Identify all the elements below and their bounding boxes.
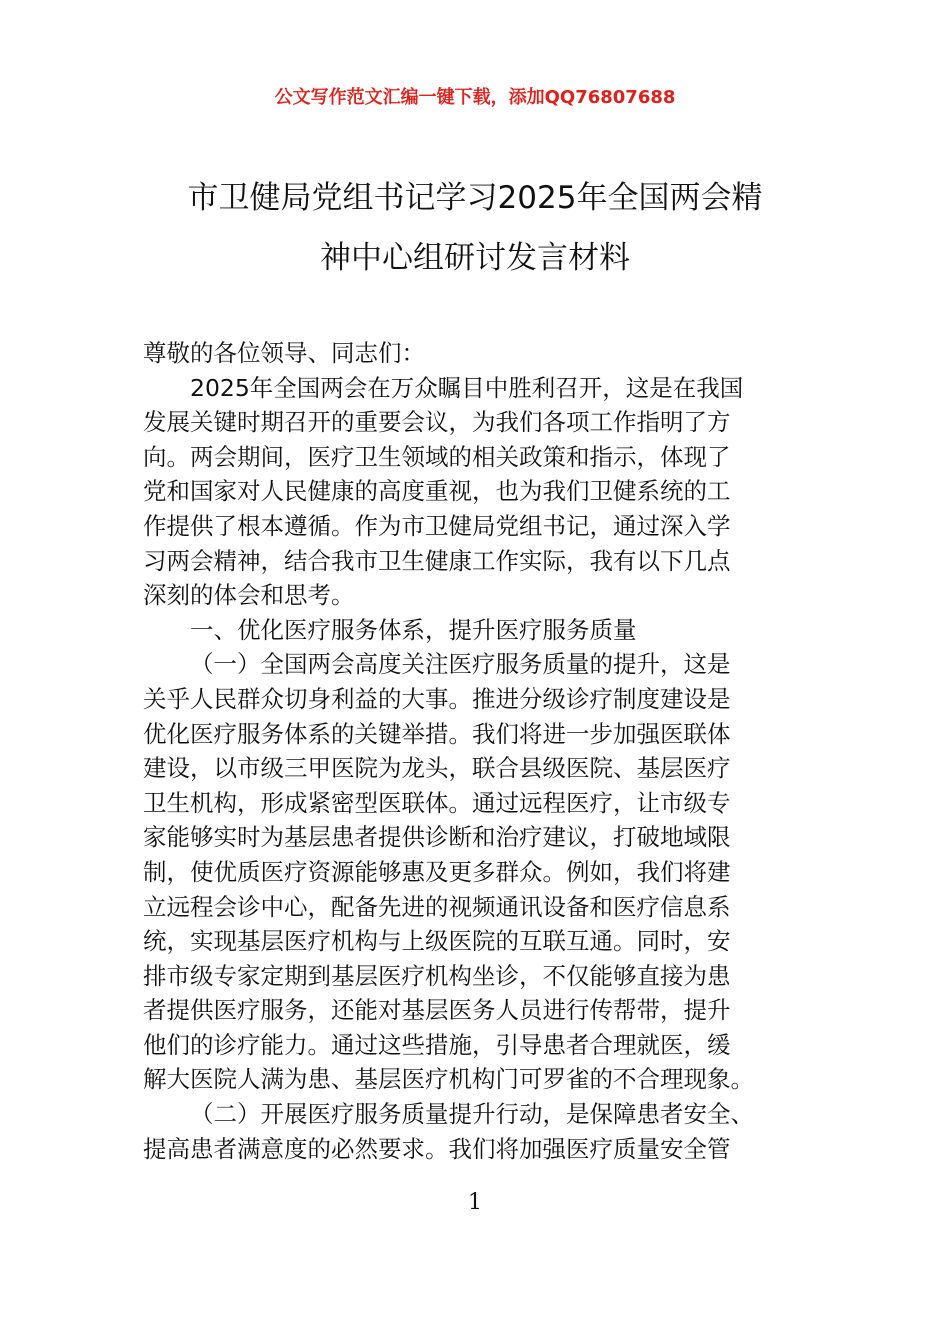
section-heading: 一、优化医疗服务体系，提升医疗服务质量 — [190, 615, 637, 644]
paragraph-line: 家能够实时为基层患者提供诊断和治疗建议，打破地域限 — [143, 823, 731, 852]
document-title — [120, 168, 830, 288]
salutation: 尊敬的各位领导、同志们： — [143, 339, 425, 367]
paragraph-line: 他们的诊疗能力。通过这些措施，引导患者合理就医，缓 — [143, 1030, 731, 1059]
document-body — [143, 336, 807, 1166]
paragraph-line: 2025年全国两会在万众瞩目中胜利召开，这是在我国 — [190, 373, 744, 402]
paragraph-line: 发展关键时期召开的重要会议，为我们各项工作指明了方 — [143, 408, 731, 437]
paragraph-line: 解大医院人满为患、基层医疗机构门可罗雀的不合理现象。 — [143, 1065, 754, 1094]
paragraph-line: 统，实现基层医疗机构与上级医院的互联互通。同时，安 — [143, 927, 731, 956]
paragraph-line: 建设，以市级三甲医院为龙头，联合县级医院、基层医疗 — [143, 754, 731, 783]
title-line: 神中心组研讨发言材料 — [320, 240, 630, 276]
paragraph-line: 党和国家对人民健康的高度重视，也为我们卫健系统的工 — [143, 477, 731, 506]
paragraph-line: 深刻的体会和思考。 — [143, 581, 355, 610]
paragraph-line: 作提供了根本遵循。作为市卫健局党组书记，通过深入学 — [143, 511, 731, 540]
paragraph-line: 制，使优质医疗资源能够惠及更多群众。例如，我们将建 — [143, 857, 731, 886]
paragraph-line: 卫生机构，形成紧密型医联体。通过远程医疗，让市级专 — [143, 788, 731, 817]
paragraph-line: 向。两会期间，医疗卫生领域的相关政策和指示，体现了 — [143, 442, 731, 471]
paragraph-line: 关乎人民群众切身利益的大事。推进分级诊疗制度建设是 — [143, 684, 731, 713]
paragraph-line: 立远程会诊中心，配备先进的视频通讯设备和医疗信息系 — [143, 892, 731, 921]
paragraph-line: （一）全国两会高度关注医疗服务质量的提升，这是 — [190, 650, 731, 679]
paragraph-line: 排市级专家定期到基层医疗机构坐诊，不仅能够直接为患 — [143, 961, 731, 990]
page-number: 1 — [468, 1190, 482, 1215]
paragraph-line: 提高患者满意度的必然要求。我们将加强医疗质量安全管 — [143, 1134, 731, 1163]
paragraph-line: （二）开展医疗服务质量提升行动，是保障患者安全、 — [190, 1100, 754, 1129]
paragraph-line: 习两会精神，结合我市卫生健康工作实际，我有以下几点 — [143, 546, 731, 575]
paragraph-line: 者提供医疗服务，还能对基层医务人员进行传帮带，提升 — [143, 996, 731, 1025]
header-banner: 公文写作范文汇编一键下载，添加QQ76807688 — [274, 87, 676, 108]
title-line: 市卫健局党组书记学习2025年全国两会精 — [187, 180, 763, 216]
paragraph-line: 优化医疗服务体系的关键举措。我们将进一步加强医联体 — [143, 719, 731, 748]
